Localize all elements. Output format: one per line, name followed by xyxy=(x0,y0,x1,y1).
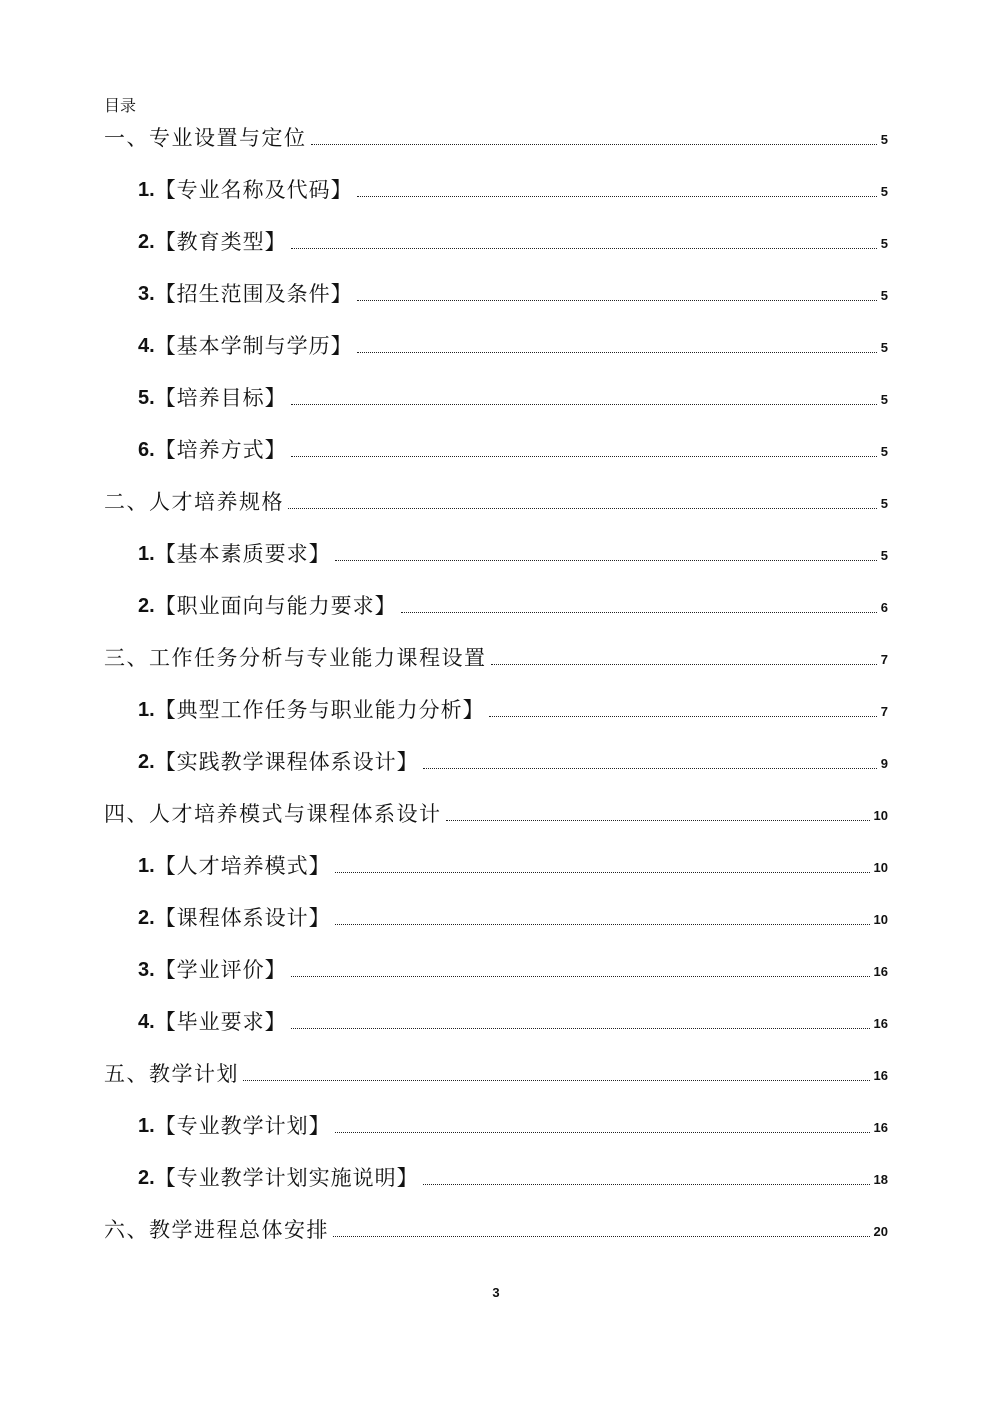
toc-entry-label: 【实践教学课程体系设计】 xyxy=(154,750,419,774)
toc-entry-page: 5 xyxy=(880,392,888,407)
toc-entry-page: 7 xyxy=(880,704,888,719)
toc-entry-page: 5 xyxy=(880,236,888,251)
toc-entry-number: 2. xyxy=(138,751,155,773)
page-number: 3 xyxy=(492,1285,500,1300)
toc-entry-page: 7 xyxy=(880,652,888,667)
toc-entry-label: 【基本学制与学历】 xyxy=(154,334,353,358)
toc-entry-number: 2. xyxy=(138,231,155,253)
toc-entry-label: 【专业教学计划】 xyxy=(154,1114,331,1138)
toc-entry[interactable] xyxy=(138,850,888,880)
toc-entry-number: 4. xyxy=(138,1011,155,1033)
toc-entry-number: 5. xyxy=(138,387,155,409)
toc-entry[interactable] xyxy=(104,798,888,828)
toc-entry-label: 【招生范围及条件】 xyxy=(154,282,353,306)
dot-leader xyxy=(333,1236,870,1237)
toc-entry-page: 20 xyxy=(873,1224,888,1239)
toc-entry-number: 6. xyxy=(138,439,155,461)
toc-entry[interactable] xyxy=(104,642,888,672)
toc-entry-label: 【典型工作任务与职业能力分析】 xyxy=(154,698,485,722)
dot-leader xyxy=(491,664,877,665)
toc-entry-page: 16 xyxy=(873,964,888,979)
toc-entry-label: 六、教学进程总体安排 xyxy=(104,1218,329,1242)
toc-entry[interactable] xyxy=(138,902,888,932)
dot-leader xyxy=(446,820,870,821)
toc-entry-label: 【培养目标】 xyxy=(154,386,287,410)
toc-entry[interactable] xyxy=(138,694,888,724)
toc-entry-label: 【职业面向与能力要求】 xyxy=(154,594,397,618)
toc-entry[interactable] xyxy=(138,278,888,308)
dot-leader xyxy=(335,872,870,873)
dot-leader xyxy=(335,924,870,925)
dot-leader xyxy=(335,1132,870,1133)
toc-entry-page: 18 xyxy=(873,1172,888,1187)
toc-entry[interactable] xyxy=(138,1162,888,1192)
toc-entry-label: 【基本素质要求】 xyxy=(154,542,331,566)
toc-entry-label: 一、专业设置与定位 xyxy=(104,126,307,150)
toc-entry-number: 1. xyxy=(138,699,155,721)
toc-entry-page: 16 xyxy=(873,1120,888,1135)
toc-entry-number: 1. xyxy=(138,179,155,201)
toc-entry[interactable] xyxy=(138,954,888,984)
toc-entry-number: 2. xyxy=(138,1167,155,1189)
toc-entry-label: 四、人才培养模式与课程体系设计 xyxy=(104,802,442,826)
toc-entry-label: 【学业评价】 xyxy=(154,958,287,982)
toc-entry[interactable] xyxy=(138,538,888,568)
dot-leader xyxy=(291,1028,870,1029)
toc-entry-page: 5 xyxy=(880,288,888,303)
toc-entry-page: 10 xyxy=(873,860,888,875)
toc-entry-page: 5 xyxy=(880,132,888,147)
toc-entry-label: 【课程体系设计】 xyxy=(154,906,331,930)
toc-entry-page: 10 xyxy=(873,912,888,927)
dot-leader xyxy=(357,196,877,197)
toc-entry[interactable] xyxy=(138,330,888,360)
toc-entry-number: 3. xyxy=(138,283,155,305)
toc-entry-page: 5 xyxy=(880,444,888,459)
toc-entry-label: 【毕业要求】 xyxy=(154,1010,287,1034)
toc-entry-page: 5 xyxy=(880,548,888,563)
toc-entry-label: 【人才培养模式】 xyxy=(154,854,331,878)
toc-entry[interactable] xyxy=(138,434,888,464)
toc-entry[interactable] xyxy=(138,226,888,256)
toc-entry[interactable] xyxy=(138,1006,888,1036)
toc-entry-label: 【教育类型】 xyxy=(154,230,287,254)
toc-entry-page: 16 xyxy=(873,1016,888,1031)
dot-leader xyxy=(291,404,877,405)
dot-leader xyxy=(335,560,877,561)
toc-entry-number: 2. xyxy=(138,907,155,929)
dot-leader xyxy=(401,612,877,613)
toc-entry-label: 五、教学计划 xyxy=(104,1062,239,1086)
dot-leader xyxy=(243,1080,870,1081)
toc-entry[interactable] xyxy=(138,1110,888,1140)
toc-entry-label: 【专业名称及代码】 xyxy=(154,178,353,202)
toc-entry-page: 5 xyxy=(880,184,888,199)
toc-entry-label: 【培养方式】 xyxy=(154,438,287,462)
toc-entry-label: 三、工作任务分析与专业能力课程设置 xyxy=(104,646,487,670)
toc-entry-label: 【专业教学计划实施说明】 xyxy=(154,1166,419,1190)
toc-entry-page: 5 xyxy=(880,340,888,355)
toc-entry-number: 1. xyxy=(138,543,155,565)
dot-leader xyxy=(311,144,877,145)
toc-entry[interactable] xyxy=(104,1058,888,1088)
toc-entry-page: 16 xyxy=(873,1068,888,1083)
dot-leader xyxy=(291,456,877,457)
toc-entry-number: 3. xyxy=(138,959,155,981)
toc-entry-page: 9 xyxy=(880,756,888,771)
toc-entry[interactable] xyxy=(104,122,888,152)
toc-entry[interactable] xyxy=(104,486,888,516)
toc-entry[interactable] xyxy=(104,1214,888,1244)
dot-leader xyxy=(489,716,877,717)
toc-entry-number: 4. xyxy=(138,335,155,357)
toc-entry-number: 1. xyxy=(138,855,155,877)
dot-leader xyxy=(423,768,877,769)
toc-entry[interactable] xyxy=(138,174,888,204)
dot-leader xyxy=(288,508,877,509)
dot-leader xyxy=(357,352,877,353)
toc-entry[interactable] xyxy=(138,382,888,412)
dot-leader xyxy=(291,976,870,977)
toc-entry-label: 二、人才培养规格 xyxy=(104,490,284,514)
toc-title: 目录 xyxy=(104,96,137,115)
toc-entry-page: 10 xyxy=(873,808,888,823)
toc-entry[interactable] xyxy=(138,590,888,620)
dot-leader xyxy=(357,300,877,301)
toc-entry[interactable] xyxy=(138,746,888,776)
toc-entry-number: 2. xyxy=(138,595,155,617)
dot-leader xyxy=(423,1184,870,1185)
toc-entry-page: 6 xyxy=(880,600,888,615)
toc-entry-number: 1. xyxy=(138,1115,155,1137)
dot-leader xyxy=(291,248,877,249)
toc-entry-page: 5 xyxy=(880,496,888,511)
